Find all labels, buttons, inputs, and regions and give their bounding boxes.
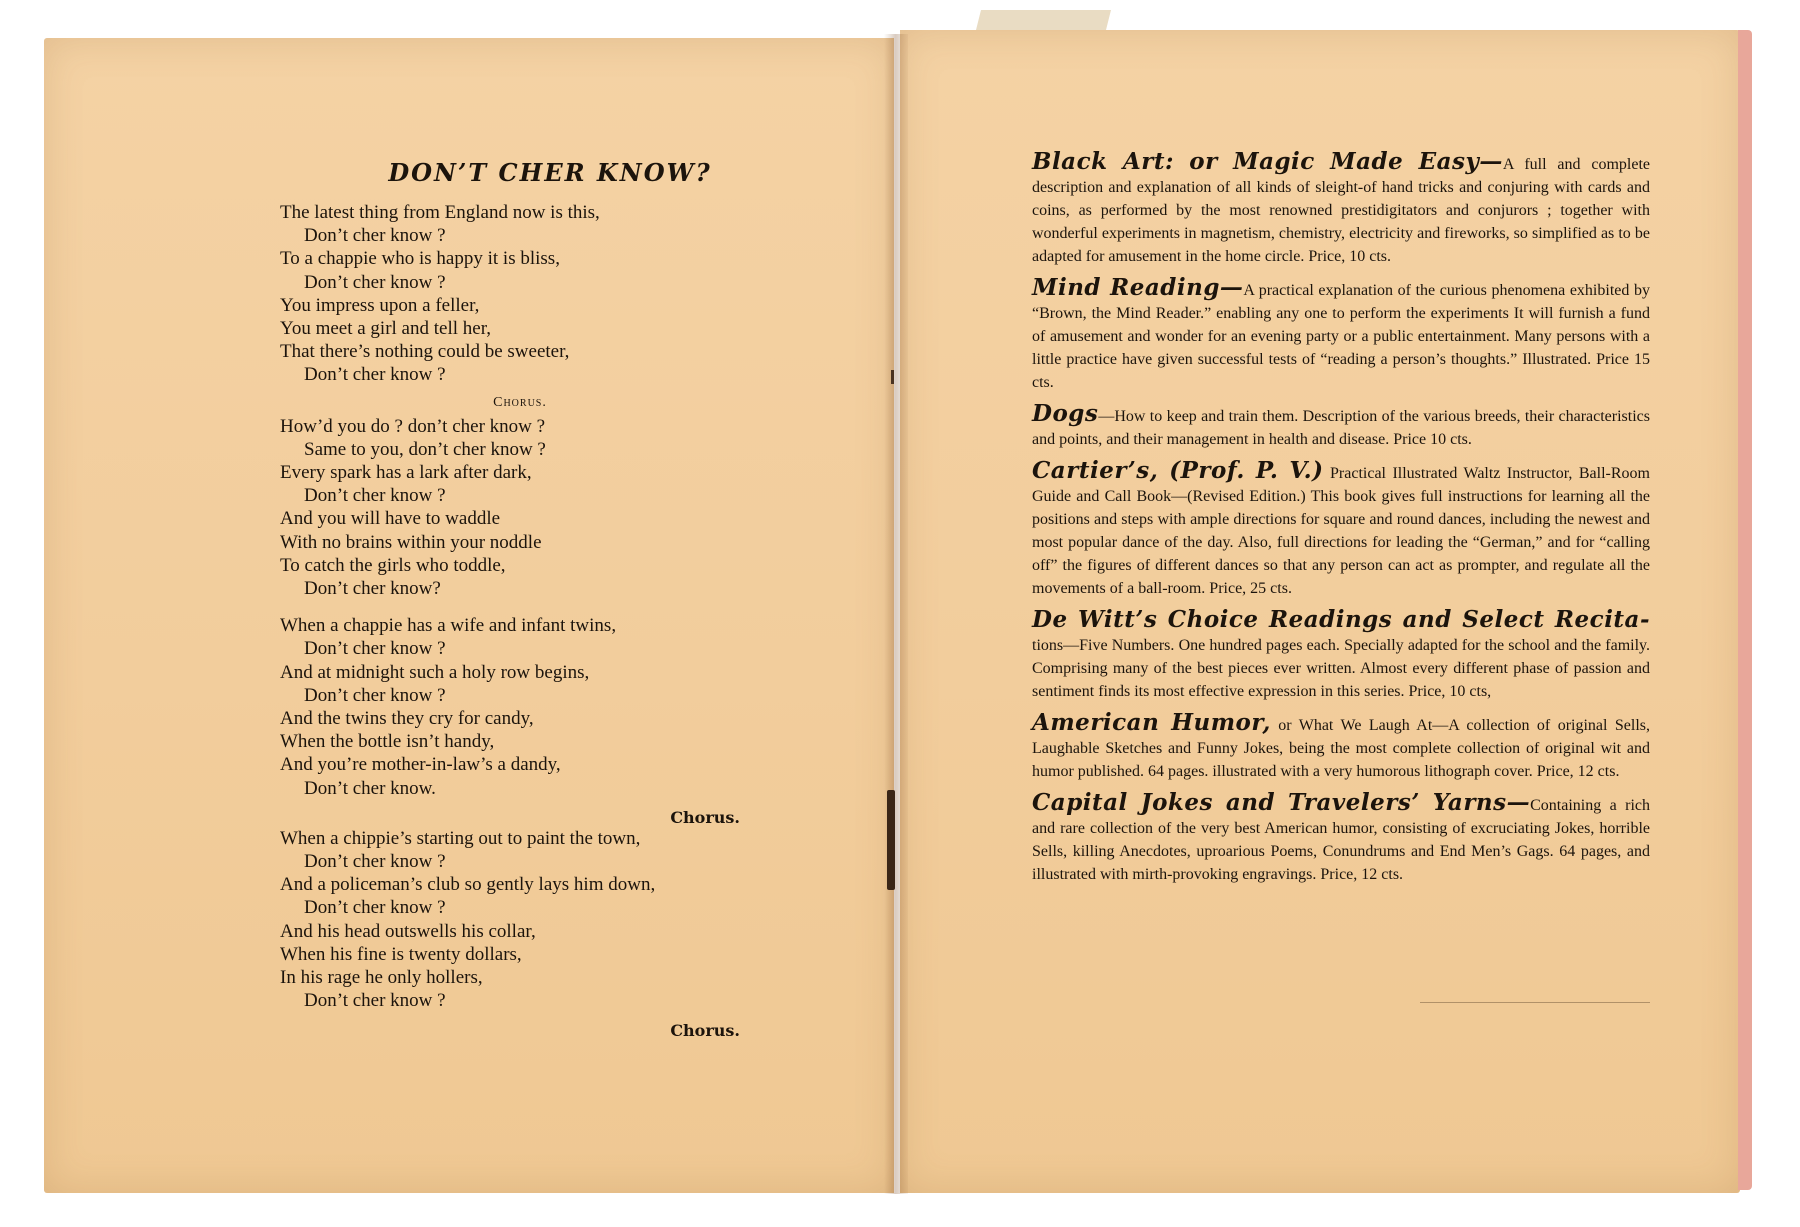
lyric-line: And at midnight such a holy row begins, (280, 661, 590, 683)
binding-stitch (887, 790, 895, 890)
entry-title: Cartier’s, (Prof. P. V.) (1032, 457, 1324, 484)
stanza-4 (280, 827, 760, 1013)
lyric-line: Don’t cher know ? (304, 684, 446, 706)
lyric-line: And you will have to waddle (280, 508, 501, 530)
lyric-line: To a chappie who is happy it is bliss, (280, 248, 560, 270)
lyric-line: Don’t cher know ? (304, 897, 446, 919)
lyric-line: Don’t cher know ? (304, 364, 446, 386)
lyric-line: You meet a girl and tell her, (280, 318, 492, 340)
stanza-1 (280, 201, 760, 387)
chorus-heading: Chorus. (493, 394, 547, 410)
entry-description: A practical explanation of the curious phenomena exhibited by “Brown, the Mind Reader.” enabling any one to perform the experiments It will furnish a fund of amusement and wonder for an evening party or a public entertainment. Many persons with a little practice have given successful tests of “reading a person’s thoughts.” Illustrated. Price 15 cts. (1032, 282, 1650, 391)
lyric-line: Don’t cher know ? (304, 638, 446, 660)
lyric-line: In his rage he only hollers, (280, 967, 483, 989)
lyric-line: When the bottle isn’t handy, (280, 731, 495, 753)
lyric-line: How’d you do ? don’t cher know ? (280, 415, 546, 437)
entry-title: De Witt’s Choice Readings and Select Recita- (1032, 606, 1650, 633)
catalog-entry (1032, 150, 1650, 268)
end-rule (1420, 1002, 1650, 1003)
entry-description: tions—Five Numbers. One hundred pages each. Specially adapted for the school and the family. Comprising many of the best pieces ever written. Almost every different phase of passion and sentiment finds its most effective expression in this series. Price, 10 cts, (1032, 637, 1650, 700)
entry-description: Practical Illustrated Waltz Instructor, Ball-Room Guide and Call Book—(Revised Edition.) This book gives full instructions for learning all the positions and steps with ample directions for square and round dances, including the newest and most popular dance of the day. Also, full directions for leading the “German,” and for “calling off” the figures of different dances so that any person can act as prompter, and regulate all the movements of a ball-room. Price, 25 cts. (1032, 465, 1650, 597)
entry-title: American Humor, (1032, 709, 1271, 736)
song-title: DON’T CHER KNOW? (388, 158, 712, 187)
lyric-line: Don’t cher know ? (304, 851, 446, 873)
lyric-line: Don’t cher know ? (304, 485, 446, 507)
lyric-line: Same to you, don’t cher know ? (304, 438, 546, 460)
song-lyrics (280, 158, 760, 1040)
book-catalog (1032, 150, 1650, 894)
lyric-line: Don’t cher know? (304, 578, 441, 600)
entry-description: A full and complete description and explanation of all kinds of sleight-of hand tricks and conjuring with cards and coins, as performed by the most renowned prestidigitators and conjurors ; together with wonderful experiments in magnetism, chemistry, electricity and fireworks, so simplified as to be adapted for amusement in the home circle. Price, 10 cts. (1032, 156, 1650, 265)
chorus-label: Chorus. (670, 1020, 740, 1040)
lyric-line: Every spark has a lark after dark, (280, 462, 532, 484)
catalog-entry (1032, 402, 1650, 451)
catalog-entry (1032, 711, 1650, 783)
entry-title: Mind Reading— (1032, 274, 1244, 301)
entry-description: or What We Laugh At—A collection of original Sells, Laughable Sketches and Funny Jokes, being the most complete collection of original wit and humor published. 64 pages. illustrated with a very humorous lithograph cover. Price, 12 cts. (1032, 717, 1651, 780)
lyric-line: And you’re mother-in-law’s a dandy, (280, 754, 561, 776)
stanza-3 (280, 614, 760, 800)
catalog-entry (1032, 791, 1650, 886)
catalog-entry (1032, 459, 1650, 600)
catalog-entry (1032, 276, 1650, 394)
binding-stitch-top (891, 370, 894, 384)
lyric-line: Don’t cher know ? (304, 271, 446, 293)
lyric-line: When a chappie has a wife and infant twins, (280, 615, 617, 637)
cover-edge (1738, 30, 1752, 1190)
lyric-line: To catch the girls who toddle, (280, 554, 506, 576)
lyric-line: The latest thing from England now is this, (280, 202, 600, 223)
lyric-line: With no brains within your noddle (280, 531, 542, 553)
lyric-line: Don’t cher know ? (304, 225, 446, 247)
lyric-line: Don’t cher know ? (304, 990, 446, 1012)
entry-title: Capital Jokes and Travelers’ Yarns— (1032, 789, 1531, 816)
lyric-line: And a policeman’s club so gently lays him down, (280, 874, 656, 896)
entry-title: Black Art: or Magic Made Easy— (1032, 148, 1503, 175)
lyric-line: You impress upon a feller, (280, 294, 480, 316)
book-gutter (884, 34, 908, 1194)
lyric-line: That there’s nothing could be sweeter, (280, 341, 570, 363)
lyric-line: When a chippie’s starting out to paint the town, (280, 827, 641, 849)
chorus-label: Chorus. (670, 807, 740, 827)
catalog-entry (1032, 608, 1650, 703)
lyric-line: And the twins they cry for candy, (280, 708, 534, 730)
lyric-line: When his fine is twenty dollars, (280, 943, 522, 965)
entry-description: —How to keep and train them. Description of the various breeds, their characteristics and points, and their management in health and disease. Price 10 cts. (1032, 408, 1650, 448)
lyric-line: And his head outswells his collar, (280, 920, 536, 942)
lyric-line: Don’t cher know. (304, 777, 436, 799)
entry-description: Containing a rich and rare collection of the very best American humor, consisting of excruciating Jokes, horrible Sells, killing Anecdotes, uproarious Poems, Conundrums and End Men’s Gags. 64 pages, and illustrated with mirth-provoking engravings. Price, 12 cts. (1032, 797, 1650, 883)
entry-title: Dogs (1032, 400, 1099, 427)
stanza-2 (280, 415, 760, 601)
